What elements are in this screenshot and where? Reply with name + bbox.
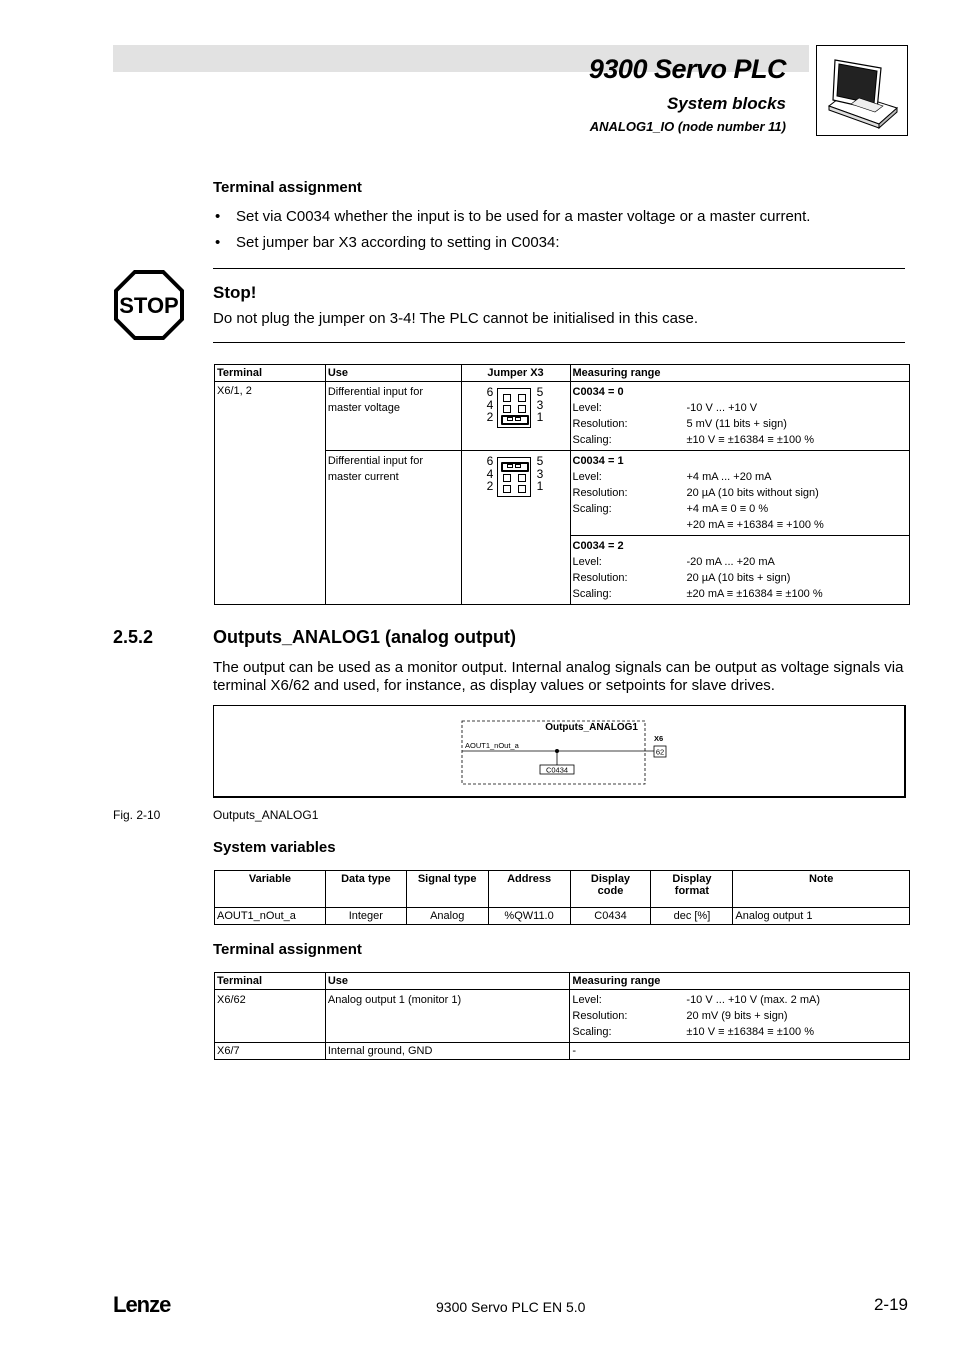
bullet-dot: • — [215, 208, 221, 225]
range-cell: C0034 = 1 Level: +4 mA ... +20 mA Resolution: 20 µA (10 bits without sign) Scaling: +4 mA ≡ 0 ≡ 0 % +20 mA ≡ +16384 ≡ +100 % — [570, 451, 910, 536]
svg-text:STOP: STOP — [119, 293, 179, 318]
range-cell: Level: -10 V ... +10 V (max. 2 mA) Resolution: 20 mV (9 bits + sign) Scaling: ±10 V ≡ ±16384 ≡ ±100 % — [570, 990, 910, 1043]
table-header: Use — [325, 365, 461, 382]
table-header: Measuring range — [570, 973, 910, 990]
page-title: 9300 Servo PLC — [588, 54, 786, 84]
lenze-logo: Lenze — [113, 1292, 171, 1317]
table-header: Measuring range — [570, 365, 910, 382]
bullet-item: Set via C0034 whether the input is to be used for a master voltage or a master current. — [236, 208, 811, 225]
table-header: Data type — [325, 871, 406, 908]
terminal-cell: X6/62 — [215, 990, 326, 1043]
bullet-dot: • — [215, 234, 221, 251]
table-header: Terminal — [215, 365, 326, 382]
table-header-row — [215, 871, 910, 908]
function-block-diagram — [213, 705, 906, 798]
figure-caption: Outputs_ANALOG1 — [213, 808, 319, 822]
section-number: 2.5.2 — [113, 627, 154, 647]
stop-sign-icon — [112, 268, 186, 347]
terminal-assignment-heading: Terminal assignment — [213, 941, 362, 958]
system-variables-heading: System variables — [213, 839, 336, 856]
table-header: Terminal — [215, 973, 326, 990]
footer-doc: 9300 Servo PLC EN 5.0 — [436, 1299, 586, 1315]
svg-text:AOUT1_nOut_a: AOUT1_nOut_a — [465, 741, 519, 750]
svg-text:Outputs_ANALOG1: Outputs_ANALOG1 — [545, 722, 638, 733]
divider — [213, 268, 905, 269]
table-header: Address — [488, 871, 570, 908]
svg-text:X6: X6 — [654, 734, 664, 743]
range-cell: C0034 = 2 Level: -20 mA ... +20 mA Resolution: 20 µA (10 bits + sign) Scaling: ±20 mA ≡ ±16384 ≡ ±100 % — [570, 536, 910, 605]
jumper-diagram-current: 6 4 2 5 3 1 — [464, 453, 544, 503]
use-cell: Differential input for master voltage — [325, 382, 461, 451]
page-subtitle: System blocks — [666, 94, 786, 113]
page-subsubtitle: ANALOG1_IO (node number 11) — [589, 119, 786, 134]
table-header-row — [215, 973, 910, 990]
table-cell: Analog output 1 — [733, 908, 910, 925]
table-cell: %QW11.0 — [488, 908, 570, 925]
bullet-item: Set jumper bar X3 according to setting in C0034: — [236, 234, 560, 251]
range-cell: - — [570, 1043, 910, 1060]
divider — [213, 342, 905, 343]
table-row — [215, 908, 910, 925]
table-header: Signal type — [406, 871, 488, 908]
table-cell: dec [%] — [651, 908, 733, 925]
table-header: Variable — [215, 871, 326, 908]
range-title: C0034 = 2 — [572, 540, 624, 552]
computer-icon — [816, 45, 908, 136]
system-variables-table — [214, 870, 910, 925]
terminal-assignment-heading: Terminal assignment — [213, 179, 362, 196]
table-row — [215, 990, 910, 1043]
use-cell: Analog output 1 (monitor 1) — [325, 990, 570, 1043]
jumper-table — [214, 364, 910, 605]
terminal-cell: X6/1, 2 — [215, 382, 326, 605]
table-row — [215, 1043, 910, 1060]
table-row — [215, 382, 910, 451]
table-header: Display code — [570, 871, 651, 908]
use-cell: Differential input for master current — [325, 451, 461, 605]
page-number: 2-19 — [873, 1295, 908, 1314]
use-cell: Internal ground, GND — [325, 1043, 570, 1060]
stop-text: Do not plug the jumper on 3-4! The PLC cannot be initialised in this case. — [213, 310, 699, 327]
terminal-table — [214, 972, 910, 1060]
range-cell: C0034 = 0 Level: -10 V ... +10 V Resolution: 5 mV (11 bits + sign) Scaling: ±10 V ≡ ±16384 ≡ ±100 % — [570, 382, 910, 451]
table-cell: AOUT1_nOut_a — [215, 908, 326, 925]
range-title: C0034 = 1 — [572, 455, 624, 467]
jumper-cell — [461, 451, 570, 605]
jumper-diagram-voltage: 6 4 2 5 3 1 — [464, 384, 544, 434]
stop-heading: Stop! — [213, 283, 257, 302]
table-header: Note — [733, 871, 910, 908]
svg-text:C0434: C0434 — [545, 765, 569, 775]
section-title: Outputs_ANALOG1 (analog output) — [213, 627, 516, 647]
table-header: Display format — [651, 871, 733, 908]
table-cell: Analog — [406, 908, 488, 925]
figure-label: Fig. 2-10 — [113, 808, 161, 822]
section-text: The output can be used as a monitor output. Internal analog signals can be output as voltage signals via terminal X6/62 and used, for instance, as display values or setpoints for slave drives. — [213, 659, 904, 694]
svg-text:62: 62 — [655, 747, 665, 757]
jumper-cell — [461, 382, 570, 451]
table-cell: C0434 — [570, 908, 651, 925]
table-header-row — [215, 365, 910, 382]
table-header: Jumper X3 — [461, 365, 570, 382]
terminal-cell: X6/7 — [215, 1043, 326, 1060]
table-cell: Integer — [325, 908, 406, 925]
range-title: C0034 = 0 — [572, 386, 624, 398]
table-header: Use — [325, 973, 570, 990]
